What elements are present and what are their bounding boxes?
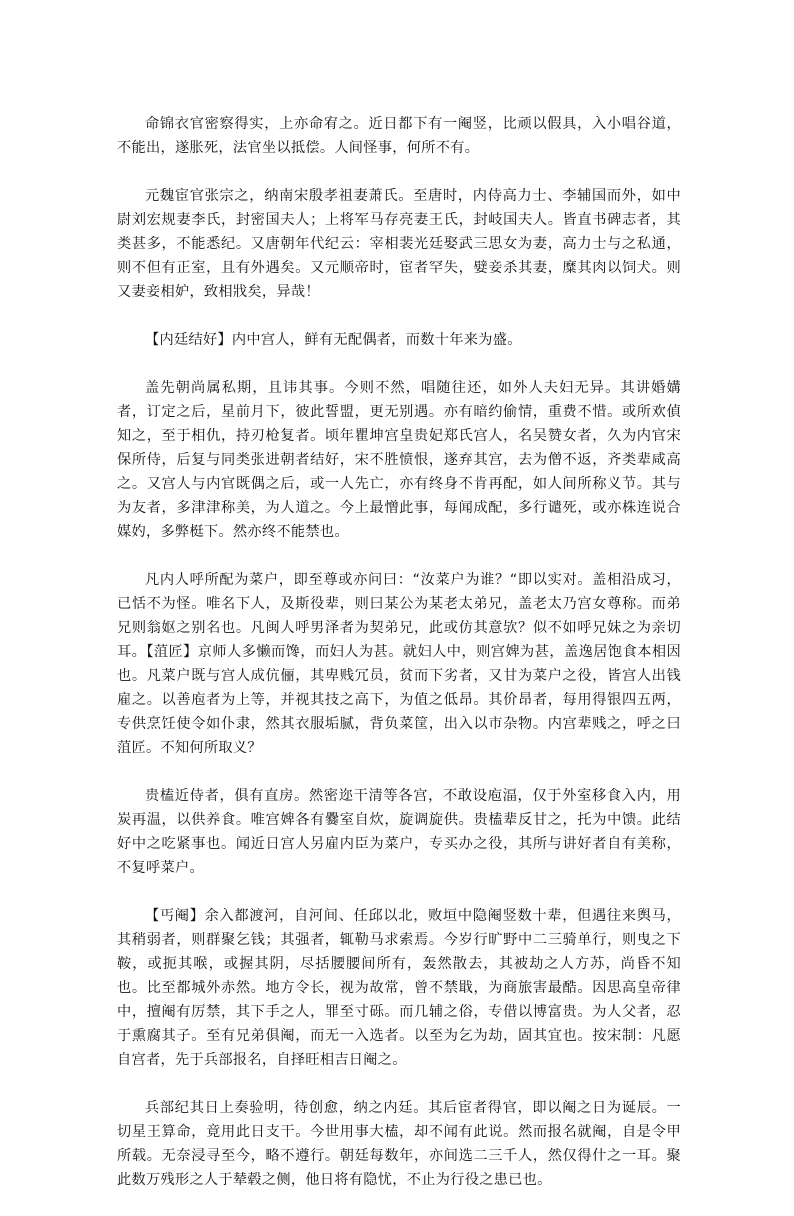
paragraph-1: 命锦衣官密察得实，上亦命宥之。近日都下有一阉竖，比顽以假具，入小唱谷道，不能出，遂胀死，法官坐以抵偿。人间怪事，何所不有。 [117, 116, 681, 156]
paragraph-8: 兵部纪其日上奏验明，待创愈，纳之内廷。其后宦者得官，即以阉之日为诞辰。一切星王算命，竟用此日支干。今世用事大榼，却不闻有此说。然而报名就阉，自是令甲所载。无奈浸寻至今，略不遵行。朝廷每数年，亦间选二三千人，然仅得什之一耳。聚此数万残形之人于辇毂之侧，他日将有隐忧，不止为行役之患已也。 [117, 1100, 681, 1188]
paragraph-5: 凡内人呼所配为菜户，即至尊或亦问曰：“汝菜户为谁？“即以实对。盖相沿成习，已恬不为怪。唯名下人，及斯役辈，则曰某公为某老太弟兄，盖老太乃宫女尊称。而弟兄则翁妪之别名也。凡闽人呼男泽者为契弟兄，此或仿其意欤？似不如呼兄妹之为亲切耳。【菹匠】京师人多懒而馋，而妇人为甚。就妇人中，则宫婢为甚，盖逸居饱食本相因也。凡菜户既与宫人成伉俪，其卑贱冗员，贫而下劣者，又甘为菜户之役，皆宫人出钱雇之。以善庖者为上等，并视其技之高下，为值之低昂。其价昂者，每用得银四五两，专供烹饪使令如仆隶，然其衣服垢腻，背负菜筐，出入以市杂物。内宫辈贱之，呼之曰菹匠。不知何所取义？ [117, 572, 681, 756]
paragraph-2: 元魏宦官张宗之，纳南宋殷孝祖妻萧氏。至唐时，内侍高力士、李辅国而外，如中尉刘宏规妻李氏，封密国夫人；上将军马存亮妻王氏，封岐国夫人。皆直书碑志者，其类甚多，不能悉纪。又唐朝年代纪云：宰相裴光廷娶武三思女为妻，高力士与之私通，则不但有正室，且有外遇矣。又元顺帝时，宦者罕失，嬖妾杀其妻，糜其肉以饲犬。则又妻妾相妒，致相戕矣，异哉！ [117, 188, 681, 300]
paragraph-6: 贵榼近侍者，俱有直房。然密迩干清等各宫，不敢设庖湢，仅于外室移食入内，用炭再温，以供养食。唯宫婢各有爨室自炊，旋调旋供。贵榼辈反甘之，托为中馈。此结好中之吃紧事也。闻近日宫人另雇内臣为菜户，专买办之役，其所与讲好者自有美称，不复呼菜户。 [117, 788, 681, 876]
document-page [117, 112, 681, 1216]
paragraph-3: 【内廷结好】内中宫人，鲜有无配偶者，而数十年来为盛。 [145, 332, 522, 348]
paragraph-4: 盖先朝尚属私期，且讳其事。今则不然，唱随往还，如外人夫妇无异。其讲婚媾者，订定之后，星前月下，彼此誓盟，更无别遇。亦有暗约偷情，重费不惜。或所欢偵知之，至于相仇，持刃枪复者。顷年瞿坤宫皇贵妃郑氏宫人，名吴赞女者，久为内官宋保所侍，后复与同类张进朝者结好，宋不胜愤恨，遂弃其宫，去为僧不返，齐类辈咸高之。又宫人与内官既偶之后，或一人先亡，亦有终身不肯再配，如人间所称义节。其与为友者，多津津称美，为人道之。今上最憎此事，每闻成配，多行谴死，或亦株连说合媒妁，多弊梃下。然亦终不能禁也。 [117, 380, 681, 540]
paragraph-7: 【丐阉】余入都渡河，自河间、任邱以北，败垣中隐阉竖数十辈，但遇往来舆马，其稍弱者，则群聚乞钱；其强者，辄勒马求索焉。今岁行旷野中二三骑单行，则曳之下鞍，或扼其喉，或握其阴，尽括腰腰间所有，轰然散去，其被劫之人方苏，尚昏不知也。比至都城外赤然。地方令长，视为故常，曾不禁戢，为商旅害最酷。因思高皇帝律中，擅阉有厉禁，其下手之人，罪至寸砾。而几辅之俗，专借以博富贵。为人父者，忍于熏腐其子。至有兄弟俱阉，而无一入选者。以至为乞为劫，固其宜也。按宋制：凡愿自宫者，先于兵部报名，自择旺相吉日阉之。 [117, 908, 681, 1068]
